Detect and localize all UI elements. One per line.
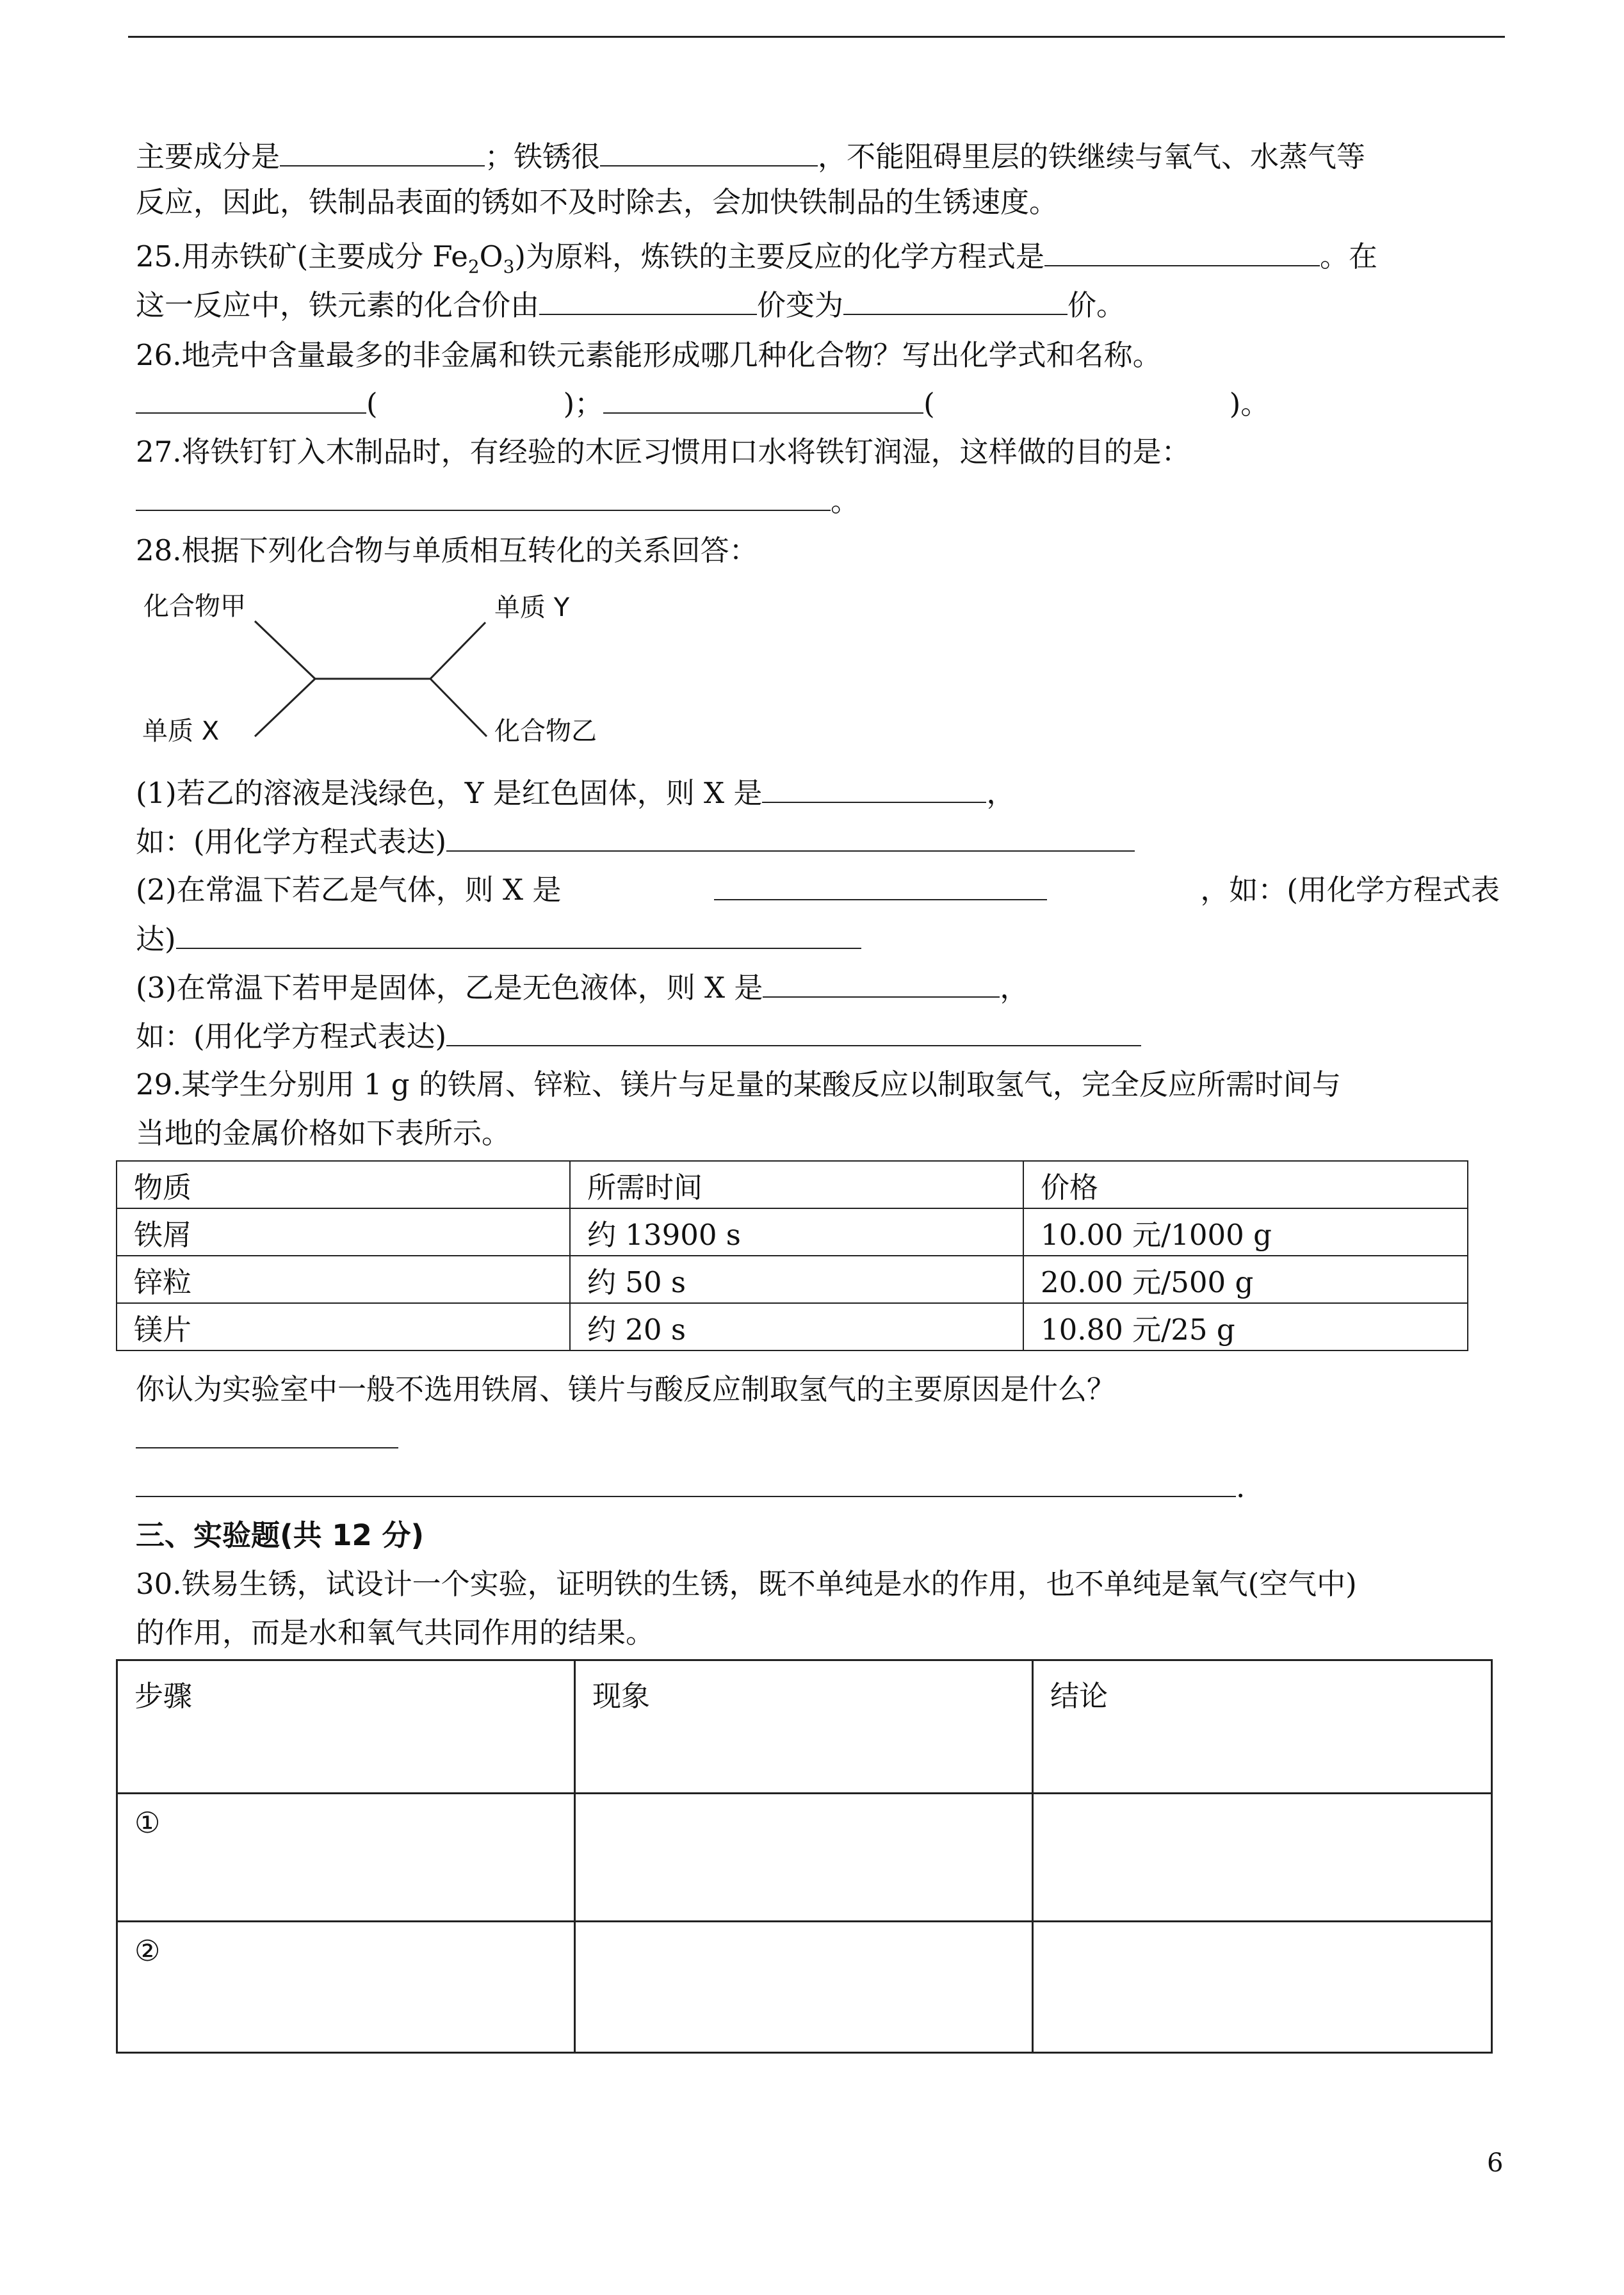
q29-answer-line2: . xyxy=(136,1468,1245,1507)
conclusion-cell[interactable] xyxy=(1033,1922,1492,2053)
q24-line1: 主要成分是 ；铁锈很 ，不能阻碍里层的铁继续与氧气、水蒸气等 xyxy=(136,137,1365,176)
conclusion-cell[interactable] xyxy=(1033,1794,1492,1922)
answer-blank[interactable] xyxy=(600,137,818,166)
experiment-table xyxy=(116,1659,1493,2054)
table-cell: 10.00 元/1000 g xyxy=(1023,1208,1468,1256)
metal-price-table xyxy=(116,1160,1468,1351)
table-row xyxy=(117,1922,1492,2053)
answer-blank[interactable] xyxy=(763,968,1000,998)
q30-line1: 30.铁易生锈，试设计一个实验，证明铁的生锈，既不单纯是水的作用，也不单纯是氧气(空气中) xyxy=(136,1567,1357,1601)
step-cell[interactable]: ① xyxy=(117,1794,575,1922)
answer-blank[interactable] xyxy=(136,482,831,511)
header-rule xyxy=(128,36,1505,38)
q25-line2: 这一反应中，铁元素的化合价由 价变为 价。 xyxy=(136,286,1125,325)
table-cell: 约 13900 s xyxy=(570,1208,1023,1256)
q29-question: 你认为实验室中一般不选用铁屑、镁片与酸反应制取氢气的主要原因是什么？ xyxy=(136,1372,1116,1406)
q29-answer-line1 xyxy=(136,1419,398,1458)
table-header-cell: 步骤 xyxy=(117,1660,575,1794)
table-cell: 约 50 s xyxy=(570,1256,1023,1303)
q29-line2: 当地的金属价格如下表所示。 xyxy=(136,1116,511,1150)
section-title: 三、实验题(共 12 分) xyxy=(136,1518,425,1552)
equation-blank[interactable] xyxy=(1044,237,1320,266)
q24-line2: 反应，因此，铁制品表面的锈如不及时除去，会加快铁制品的生锈速度。 xyxy=(136,185,1059,219)
q28-part1-equation: 如：(用化学方程式表达) xyxy=(136,822,1135,861)
valence-blank-to[interactable] xyxy=(843,286,1068,315)
label-compound-a: 化合物甲 xyxy=(143,592,246,621)
table-cell: 铁屑 xyxy=(117,1208,570,1256)
equation-blank[interactable] xyxy=(446,1017,1141,1046)
phenomenon-cell[interactable] xyxy=(575,1794,1033,1922)
q28-part2: (2)在常温下若乙是气体，则 X 是 ，如：(用化学方程式表 xyxy=(136,871,1500,909)
equation-blank[interactable] xyxy=(176,920,861,949)
q28-part2-equation: 达) xyxy=(136,920,861,959)
answer-blank[interactable] xyxy=(762,774,986,803)
table-header-cell: 现象 xyxy=(575,1660,1033,1794)
q28-part1: (1)若乙的溶液是浅绿色，Y 是红色固体，则 X 是 ， xyxy=(136,774,1015,813)
table-row xyxy=(117,1256,1468,1303)
q28-part3: (3)在常温下若甲是固体，乙是无色液体，则 X 是 ， xyxy=(136,968,1028,1007)
table-header-row xyxy=(117,1660,1492,1794)
q26-answer-line: ( )； ( )。 xyxy=(136,384,1269,423)
table-row xyxy=(117,1208,1468,1256)
step-cell[interactable]: ② xyxy=(117,1922,575,2053)
table-cell: 约 20 s xyxy=(570,1303,1023,1350)
q30-line2: 的作用，而是水和氧气共同作用的结果。 xyxy=(136,1616,655,1650)
page-number: 6 xyxy=(1487,2148,1504,2178)
answer-blank[interactable] xyxy=(136,1468,1236,1497)
formula-blank[interactable] xyxy=(136,384,366,414)
equation-blank[interactable] xyxy=(446,822,1135,852)
q28-question: 28.根据下列化合物与单质相互转化的关系回答： xyxy=(136,533,758,567)
q29-line1: 29.某学生分别用 1 g 的铁屑、锌粒、镁片与足量的某酸反应以制取氢气，完全反应所需时间与 xyxy=(136,1067,1341,1101)
conversion-diagram xyxy=(136,580,686,765)
answer-blank[interactable] xyxy=(136,1419,398,1448)
answer-blank[interactable] xyxy=(280,137,485,166)
table-cell: 10.80 元/25 g xyxy=(1023,1303,1468,1350)
answer-blank[interactable] xyxy=(714,871,1047,900)
q27-answer-line: 。 xyxy=(136,482,859,521)
table-cell: 镁片 xyxy=(117,1303,570,1350)
label-compound-b: 化合物乙 xyxy=(494,717,597,746)
label-element-y: 单质 Y xyxy=(494,593,570,622)
table-header-cell: 所需时间 xyxy=(570,1161,1023,1208)
phenomenon-cell[interactable] xyxy=(575,1922,1033,2053)
table-header-cell: 价格 xyxy=(1023,1161,1468,1208)
table-header-cell: 结论 xyxy=(1033,1660,1492,1794)
table-row xyxy=(117,1794,1492,1922)
q25-line1: 25.用赤铁矿(主要成分 $Fe_2O_3$)为原料，炼铁的主要反应的化学方程式是 。在 xyxy=(136,237,1377,286)
table-header-row xyxy=(117,1161,1468,1208)
table-cell: 20.00 元/500 g xyxy=(1023,1256,1468,1303)
table-cell: 锌粒 xyxy=(117,1256,570,1303)
table-header-cell: 物质 xyxy=(117,1161,570,1208)
formula-blank[interactable] xyxy=(603,384,923,414)
label-element-x: 单质 X xyxy=(142,717,220,746)
table-row xyxy=(117,1303,1468,1350)
q26-question: 26.地壳中含量最多的非金属和铁元素能形成哪几种化合物？写出化学式和名称。 xyxy=(136,338,1162,372)
valence-blank-from[interactable] xyxy=(539,286,757,315)
q28-part3-equation: 如：(用化学方程式表达) xyxy=(136,1017,1141,1056)
q27-question: 27.将铁钉钉入木制品时，有经验的木匠习惯用口水将铁钉润湿，这样做的目的是： xyxy=(136,435,1190,469)
